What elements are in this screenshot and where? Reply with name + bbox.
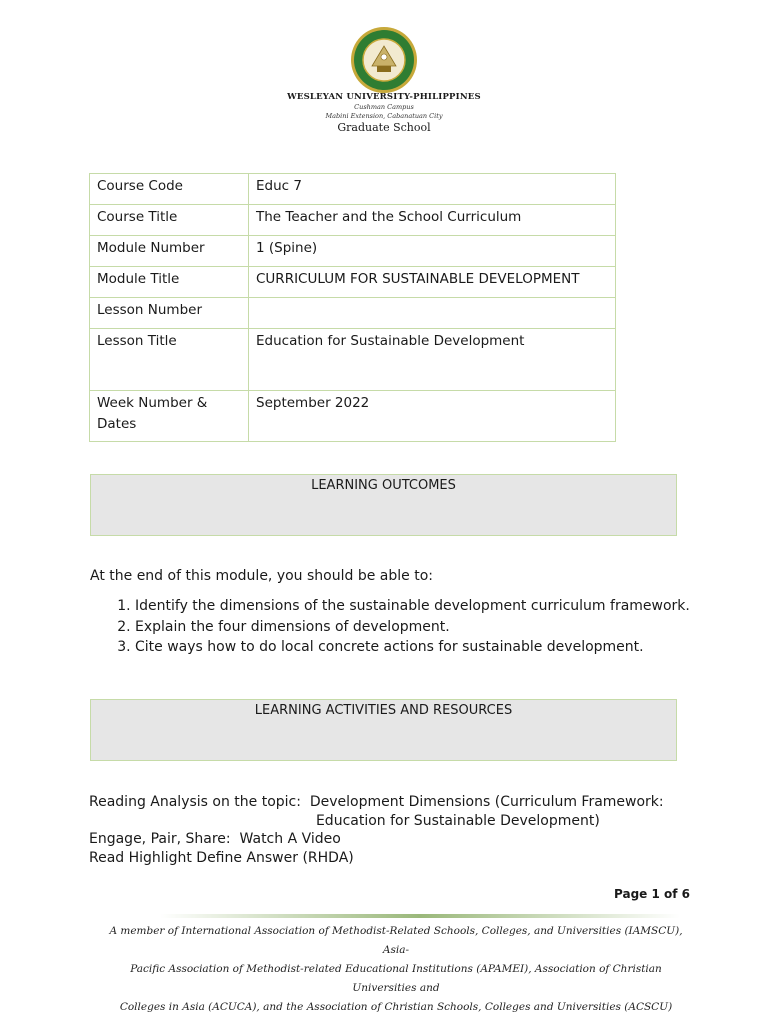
table-row — [90, 267, 616, 298]
list-item: 1. Identify the dimensions of the sustainable development curriculum framework. — [135, 596, 735, 617]
week-number-value: September 2022 — [249, 391, 616, 442]
module-number-value: 1 (Spine) — [249, 236, 616, 267]
activities-text — [89, 793, 664, 867]
footer-line: Pacific Association of Methodist-related Educational Institutions (APAMEI), Association of Christian Universities and — [130, 963, 662, 994]
table-row — [90, 174, 616, 205]
university-seal-logo — [350, 26, 418, 94]
table-row — [90, 298, 616, 329]
lesson-title-value: Education for Sustainable Development — [249, 329, 616, 391]
membership-footer — [108, 922, 684, 1017]
course-title-value: The Teacher and the School Curriculum — [249, 205, 616, 236]
table-row — [90, 205, 616, 236]
outcomes-list — [90, 596, 735, 658]
course-code-value: Educ 7 — [249, 174, 616, 205]
activity-line: Engage, Pair, Share: Watch A Video — [89, 831, 341, 847]
lesson-title-label: Lesson Title — [90, 329, 249, 391]
activity-line: Reading Analysis on the topic: Development Dimensions (Curriculum Framework: — [89, 794, 664, 810]
page-number: Page 1 of 6 — [614, 887, 690, 901]
footer-line: Colleges in Asia (ACUCA), and the Association of Christian Schools, Colleges and Universities (ACSCU) — [119, 1001, 673, 1013]
campus-name: Cushman Campus — [354, 103, 414, 111]
footer-line: A member of International Association of Methodist-Related Schools, Colleges, and Universities (IAMSCU), Asia- — [109, 925, 683, 956]
lesson-number-value — [249, 298, 616, 329]
activity-line: Education for Sustainable Development) — [89, 812, 600, 829]
course-title-label: Course Title — [90, 205, 249, 236]
list-item: 2. Explain the four dimensions of development. — [135, 617, 735, 638]
university-name: WESLEYAN UNIVERSITY-PHILIPPINES — [287, 92, 481, 102]
learning-activities-heading: LEARNING ACTIVITIES AND RESOURCES — [90, 699, 677, 761]
table-row — [90, 329, 616, 391]
school-name: Graduate School — [337, 121, 431, 134]
lesson-number-label: Lesson Number — [90, 298, 249, 329]
course-info-table — [89, 173, 616, 442]
course-code-label: Course Code — [90, 174, 249, 205]
module-number-label: Module Number — [90, 236, 249, 267]
table-row — [90, 391, 616, 442]
module-title-label: Module Title — [90, 267, 249, 298]
list-item: 3. Cite ways how to do local concrete actions for sustainable development. — [135, 637, 735, 658]
table-row — [90, 236, 616, 267]
outcomes-intro: At the end of this module, you should be able to: — [90, 568, 433, 584]
week-number-label: Week Number & Dates — [90, 391, 249, 442]
campus-address: Mabini Extension, Cabanatuan City — [325, 112, 443, 120]
activity-line: Read Highlight Define Answer (RHDA) — [89, 849, 354, 866]
learning-outcomes-heading: LEARNING OUTCOMES — [90, 474, 677, 536]
footer-divider — [160, 912, 680, 920]
module-title-value: CURRICULUM FOR SUSTAINABLE DEVELOPMENT — [249, 267, 616, 298]
